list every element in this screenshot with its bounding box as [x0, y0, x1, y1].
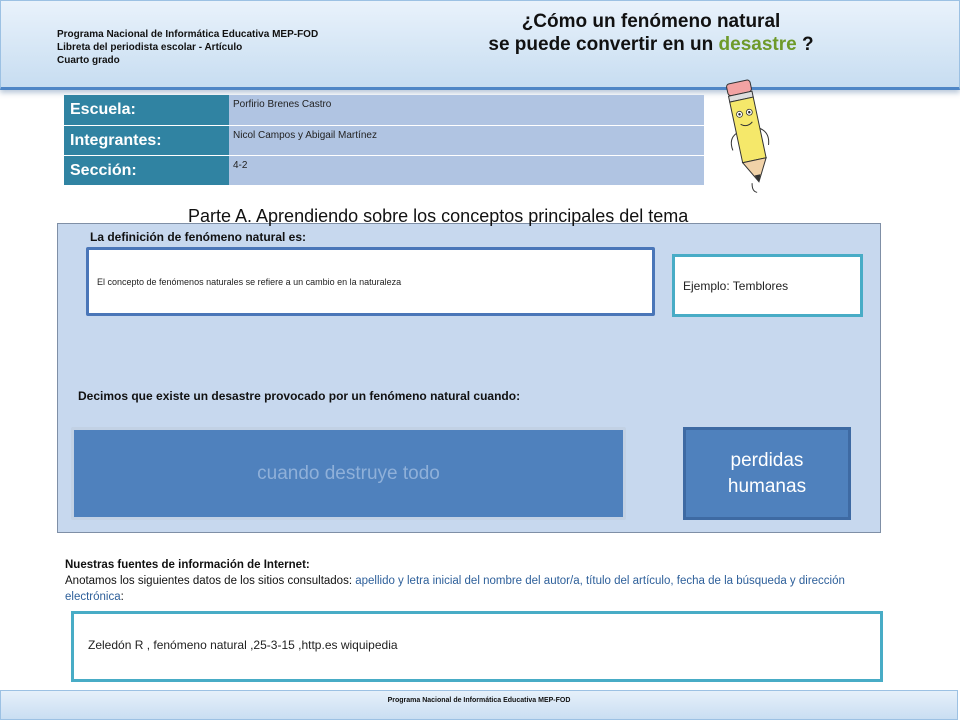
footer-banner: [0, 690, 958, 720]
school-value[interactable]: Porfirio Brenes Castro: [229, 95, 704, 125]
title-line-2-pre: se puede convertir en un: [488, 34, 719, 55]
sources-description: [65, 573, 880, 605]
program-line: Programa Nacional de Informática Educativa MEP-FOD: [57, 29, 319, 40]
title-line-2-post: ?: [796, 34, 814, 55]
title-line-1: ¿Cómo un fenómeno natural: [521, 11, 781, 32]
losses-line-1: perdidas: [730, 449, 804, 471]
pencil-mascot-icon: [718, 75, 778, 200]
losses-textbox[interactable]: [683, 427, 851, 520]
members-label: Integrantes:: [64, 125, 229, 155]
sources-fields: apellido y letra inicial del nombre del autor/a, título del artículo, fecha de la búsqueda y dirección electrónica: [65, 575, 845, 603]
definition-textbox[interactable]: El concepto de fenómenos naturales se refiere a un cambio en la naturaleza: [86, 247, 655, 316]
definition-label: La definición de fenómeno natural es:: [90, 230, 307, 244]
sources-title: Nuestras fuentes de información de Internet:: [65, 559, 310, 571]
school-label: Escuela:: [64, 95, 229, 125]
program-info: [57, 28, 318, 67]
sources-intro: Anotamos los siguientes datos de los sitios consultados:: [65, 575, 356, 587]
losses-text: [728, 448, 806, 500]
example-textbox[interactable]: Ejemplo: Temblores: [672, 254, 863, 317]
header-banner: [0, 0, 960, 90]
disaster-label: Decimos que existe un desastre provocado por un fenómeno natural cuando:: [78, 389, 521, 403]
program-line: Cuarto grado: [57, 55, 120, 66]
losses-line-2: humanas: [727, 475, 807, 497]
sources-end: :: [120, 591, 124, 603]
section-heading: Parte A. Aprendiendo sobre los conceptos principales del tema: [188, 206, 689, 226]
disaster-text: cuando destruye todo: [257, 462, 440, 484]
sources-instructions: [65, 557, 880, 605]
footer-text: Programa Nacional de Informática Educativa MEP-FOD: [387, 697, 571, 704]
sources-textbox[interactable]: Zeledón R , fenómeno natural ,25-3-15 ,http.es wiquipedia: [71, 611, 883, 682]
info-row-school: [64, 95, 704, 125]
page-title: [431, 10, 871, 56]
members-value[interactable]: Nicol Campos y Abigail Martínez: [229, 125, 704, 155]
program-line: Libreta del periodista escolar - Artículo: [57, 42, 243, 53]
section-label: Sección:: [64, 155, 229, 185]
info-table: [64, 95, 704, 186]
title-line-2: [431, 33, 871, 56]
disaster-textbox[interactable]: [71, 427, 626, 520]
info-row-section: [64, 155, 704, 185]
section-value[interactable]: 4-2: [229, 155, 704, 185]
info-row-members: [64, 125, 704, 155]
title-highlight-word: desastre: [718, 34, 797, 55]
